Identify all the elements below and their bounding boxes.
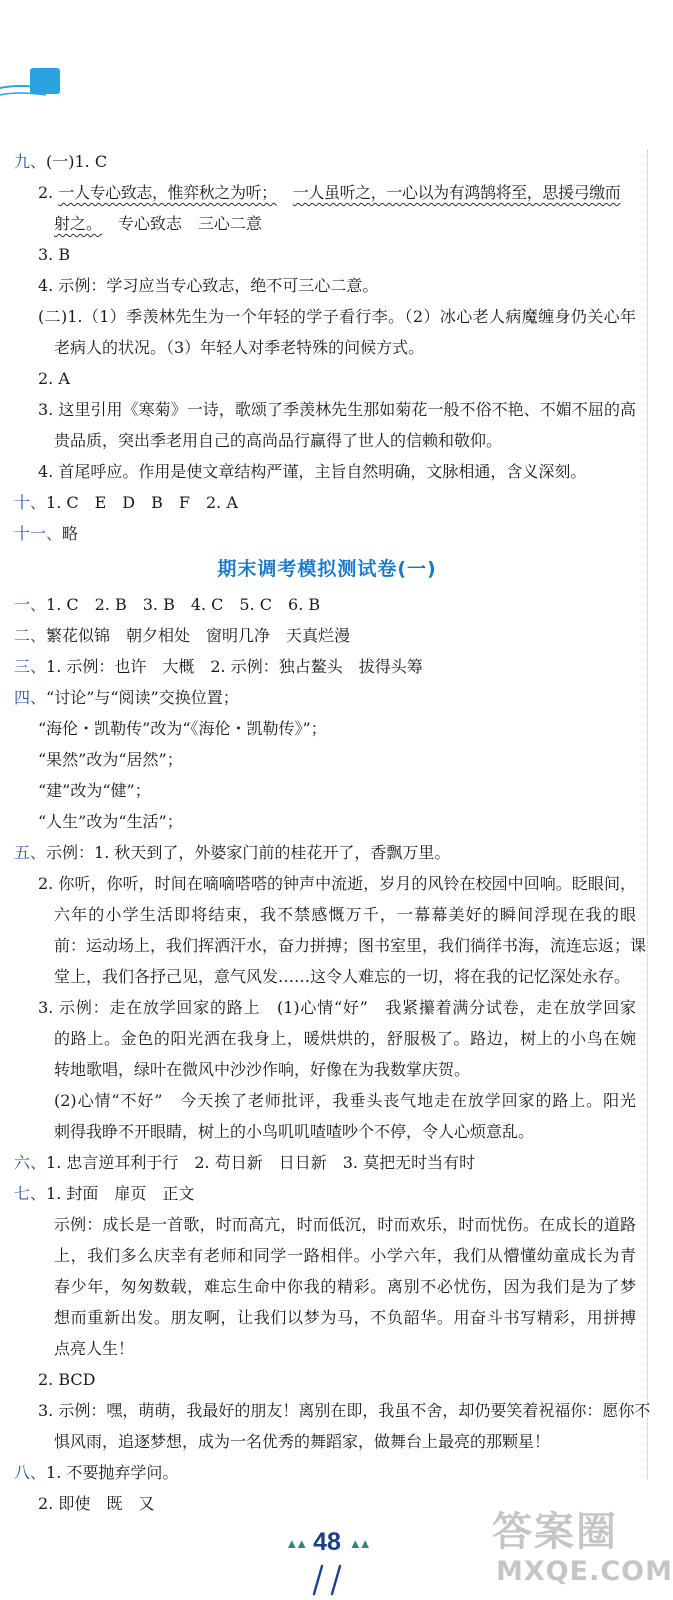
answer-text: (一)1. C [46,152,108,171]
answer-text: 略 [62,524,79,543]
answer-line [0,1023,654,1054]
item-number: 2. [38,183,59,202]
answer-text: 专心致志 三心二意 [118,214,263,233]
answer-line [0,682,654,713]
answer-text: 4. 首尾呼应。作用是使文章结构严谨，主旨自然明确，文脉相通，含义深刻。 [38,462,587,481]
answer-line [0,868,654,899]
answer-text: (2)心情“不好” 今天挨了老师批评，我垂头丧气地走在放学回家的路上。阳光 [54,1091,636,1110]
question-marker: 六、 [14,1153,47,1172]
answer-line [0,806,654,837]
page-number: 48 [313,1528,341,1556]
answer-text: 2. 你听，你听，时间在嘀嘀嗒嗒的钟声中流逝，岁月的风铃在校园中回响。眨眼间， [38,874,636,893]
answer-line [0,1178,654,1209]
answer-line [0,177,654,208]
answer-text: 老病人的状况。（3）年轻人对季老特殊的问候方式。 [54,338,425,357]
question-marker: 九、 [14,152,47,171]
answer-line [0,775,654,806]
question-marker: 三、 [14,657,47,676]
answer-text: “人生”改为“生活”； [38,812,183,831]
answer-line [0,456,654,487]
answer-text: 2. 即使 既 又 [38,1494,155,1513]
answer-text: 1. 忠言逆耳利于行 2. 苟日新 日日新 3. 莫把无时当有时 [46,1153,476,1172]
answer-content [0,146,654,1519]
answer-text: 2. BCD [38,1370,96,1389]
question-marker: 八、 [14,1463,47,1482]
answer-text: 3. 这里引用《寒菊》一诗，歌颂了季羡林先生那如菊花一般不俗不艳、不媚不屈的高 [38,400,636,419]
answer-text: (二)1.（1）季羡林先生为一个年轻的学子看行李。（2）冰心老人病魔缠身仍关心年 [38,307,636,326]
answer-text: 1. 封面 扉页 正文 [46,1184,195,1203]
answer-text: “讨论”与“阅读”交换位置； [46,688,239,707]
answer-text: 转地歌唱，绿叶在微风中沙沙作响，好像在为我数掌庆贺。 [54,1060,471,1079]
answer-line [0,425,654,456]
answer-text: 点亮人生！ [54,1339,135,1358]
wavy-underlined-quote: 一人专心致志，惟弈秋之为听； [58,183,277,202]
corner-logo-icon [0,66,64,106]
answer-line [0,301,654,332]
handwritten-note-11 [300,1562,360,1598]
watermark-logo-text: 答案圈 [492,1509,618,1555]
answer-text: 贵品质，突出季老用自己的高尚品行赢得了世人的信赖和敬仰。 [54,431,503,450]
answer-text: 4. 示例：学习应当专心致志，绝不可三心二意。 [38,276,379,295]
answer-text: 堂上，我们各抒己见，意气风发……这令人难忘的一切，将在我的记忆深处永存。 [54,967,631,986]
answer-line [0,1364,654,1395]
answer-text: 3. 示例：嘿，萌萌，我最好的朋友！离别在即，我虽不舍，却仍要笑着祝福你：愿你不 [38,1401,651,1420]
answer-text: 上，我们多么庆幸有老师和同学一路相伴。小学六年，我们从懵懂幼童成长为青 [54,1246,636,1265]
answer-line [0,651,654,682]
answer-text: 3. B [38,245,71,264]
answer-text: 示例：1. 秋天到了，外婆家门前的桂花开了，香飘万里。 [46,843,451,862]
answer-text: “建”改为“健”； [38,781,151,800]
question-marker: 十、 [14,493,47,512]
watermark-url: MXQE.COM [496,1556,673,1587]
answer-text: 前：运动场上，我们挥洒汗水，奋力拼搏；图书室里，我们徜徉书海，流连忘返；课 [54,936,647,955]
answer-line [0,208,654,239]
answer-text: 1. C 2. B 3. B 4. C 5. C 6. B [46,595,321,614]
answer-line [0,1457,654,1488]
answer-line [0,332,654,363]
answer-line [0,1147,654,1178]
answer-text: “果然”改为“居然”； [38,750,183,769]
answer-line [0,961,654,992]
answer-line [0,744,654,775]
answer-line [0,1209,654,1240]
answer-text: 的路上。金色的阳光洒在我身上，暖烘烘的，舒服极了。路边，树上的小鸟在婉 [54,1029,636,1048]
question-marker: 一、 [14,595,47,614]
answer-text: 示例：成长是一首歌，时而高亢，时而低沉，时而欢乐，时而忧伤。在成长的道路 [54,1215,636,1234]
answer-line [0,620,654,651]
answer-line [0,992,654,1023]
footer-right-decoration: ▲▲ [348,1535,369,1551]
answer-line [0,1085,654,1116]
answer-line [0,487,654,518]
answer-text: 3. 示例：走在放学回家的路上 (1)心情“好” 我紧攥着满分试卷，走在放学回家 [38,998,636,1017]
answer-line [0,1395,654,1426]
answer-line [0,518,654,549]
question-marker: 五、 [14,843,47,862]
footer-left-decoration: ▲▲ [285,1535,306,1551]
answer-text: 惧风雨，追逐梦想，成为一名优秀的舞蹈家，做舞台上最亮的那颗星！ [54,1432,551,1451]
section-title: 期末调考模拟测试卷(一) [217,558,437,580]
answer-line [0,146,654,177]
answer-line [0,1240,654,1271]
answer-text: 刺得我睁不开眼睛，树上的小鸟叽叽喳喳吵个不停，令人心烦意乱。 [54,1122,535,1141]
question-marker: 四、 [14,688,47,707]
answer-text: 1. 示例：也许 大概 2. 示例：独占鳌头 拔得头筹 [46,657,423,676]
answer-line [0,363,654,394]
watermark [492,1500,673,1600]
answer-line [0,930,654,961]
answer-line [0,1054,654,1085]
question-marker: 七、 [14,1184,47,1203]
question-marker: 二、 [14,626,47,645]
answer-line [0,239,654,270]
answer-text: 1. C E D B F 2. A [46,493,238,512]
answer-line [0,713,654,744]
answer-text: 1. 不要抛弃学问。 [46,1463,179,1482]
question-marker: 十一、 [14,524,63,543]
answer-line [0,837,654,868]
answer-line [0,1302,654,1333]
answer-line [0,394,654,425]
answer-text: 春少年，匆匆数载，难忘生命中你我的精彩。离别不必忧伤，因为我们是为了梦 [54,1277,636,1296]
answer-line [0,589,654,620]
answer-line [0,1426,654,1457]
answer-text: 六年的小学生活即将结束，我不禁感慨万千，一幕幕美好的瞬间浮现在我的眼 [54,905,636,924]
answer-line [0,1333,654,1364]
wavy-underlined-quote: 一人虽听之，一心以为有鸿鹄将至，思援弓缴而 [292,183,621,202]
answer-text: “海伦・凯勒传”改为“《海伦・凯勒传》”； [38,719,327,738]
answer-text: 想而重新出发。朋友啊，让我们以梦为马，不负韶华。用奋斗书写精彩，用拼搏 [54,1308,636,1327]
answer-line [0,1116,654,1147]
answer-text: 2. A [38,369,70,388]
answer-text: 繁花似锦 朝夕相处 窗明几净 天真烂漫 [46,626,351,645]
wavy-underlined-quote: 射之。 [54,214,103,233]
answer-line [0,270,654,301]
answer-line [0,1271,654,1302]
answer-line [0,899,654,930]
